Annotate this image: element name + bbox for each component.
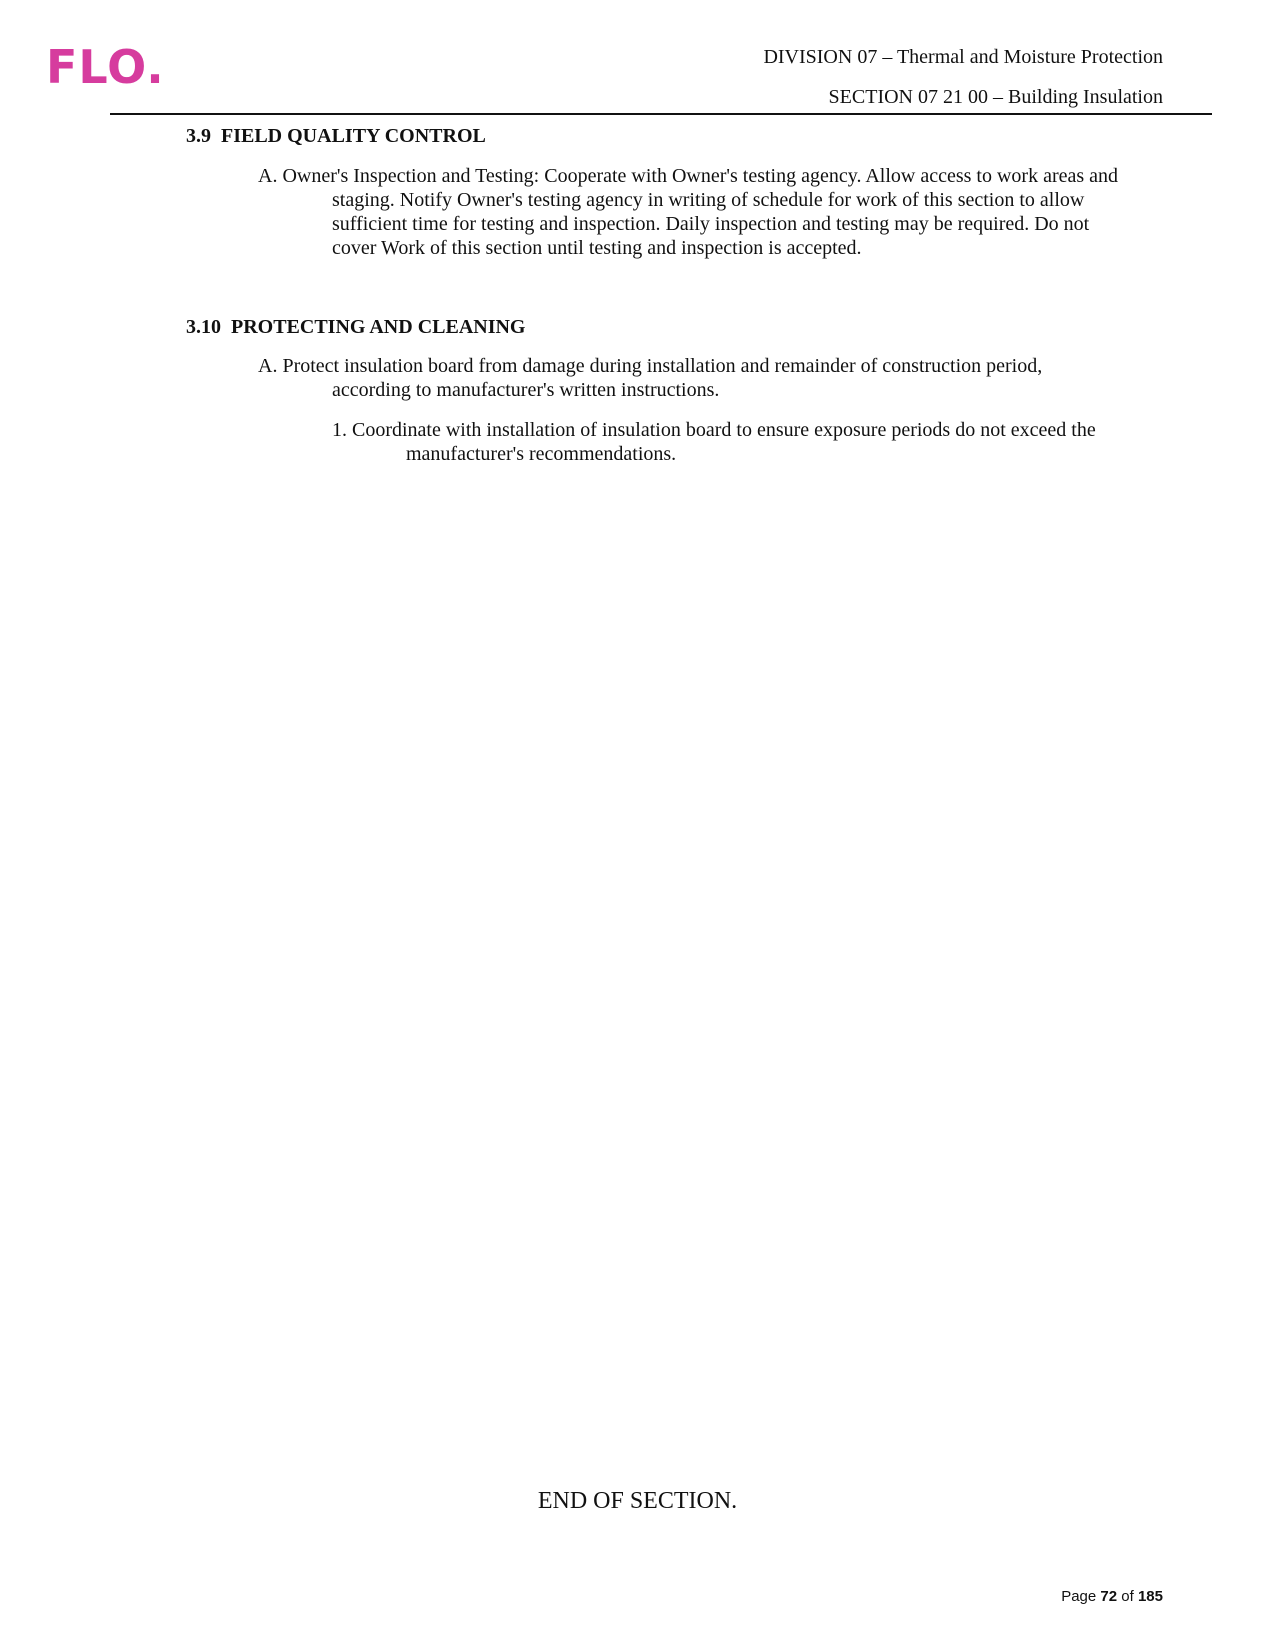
- page-total: 185: [1137, 1588, 1163, 1605]
- subparagraph-coordinate: [332, 418, 1096, 466]
- paragraph-line: cover Work of this section until testing and inspection is accepted.: [332, 237, 862, 259]
- article-number: 3.10: [186, 316, 221, 338]
- page-current: 72: [1100, 1588, 1118, 1605]
- header-rule: [110, 113, 1212, 115]
- page-of: of: [1121, 1588, 1134, 1605]
- paragraph-line: sufficient time for testing and inspection. Daily inspection and testing may be required. Do not: [332, 213, 1090, 235]
- paragraph-line: A. Owner's Inspection and Testing: Cooperate with Owner's testing agency. Allow access to work areas and: [258, 165, 1119, 187]
- page-number: [1061, 1588, 1163, 1606]
- article-number: 3.9: [186, 125, 211, 147]
- header-section: SECTION 07 21 00 – Building Insulation: [828, 86, 1163, 108]
- end-of-section: END OF SECTION.: [537, 1488, 738, 1514]
- header-division: DIVISION 07 – Thermal and Moisture Protection: [763, 46, 1163, 68]
- paragraph-protect-insulation: [258, 354, 1042, 402]
- page-label: Page: [1061, 1588, 1097, 1605]
- paragraph-line: according to manufacturer's written instructions.: [332, 379, 720, 401]
- paragraph-line: 1. Coordinate with installation of insulation board to ensure exposure periods do not exceed the: [332, 419, 1096, 441]
- paragraph-line: manufacturer's recommendations.: [406, 443, 677, 465]
- article-title: FIELD QUALITY CONTROL: [221, 125, 486, 147]
- paragraph-line: staging. Notify Owner's testing agency in writing of schedule for work of this section to allow: [332, 189, 1085, 211]
- article-heading-3-10: [186, 315, 525, 339]
- paragraph-owners-inspection: [258, 164, 1118, 260]
- flo-logo: FLO.: [46, 40, 165, 94]
- article-title: PROTECTING AND CLEANING: [231, 316, 526, 338]
- paragraph-line: A. Protect insulation board from damage during installation and remainder of construction period,: [258, 355, 1043, 377]
- article-heading-3-9: [186, 124, 486, 148]
